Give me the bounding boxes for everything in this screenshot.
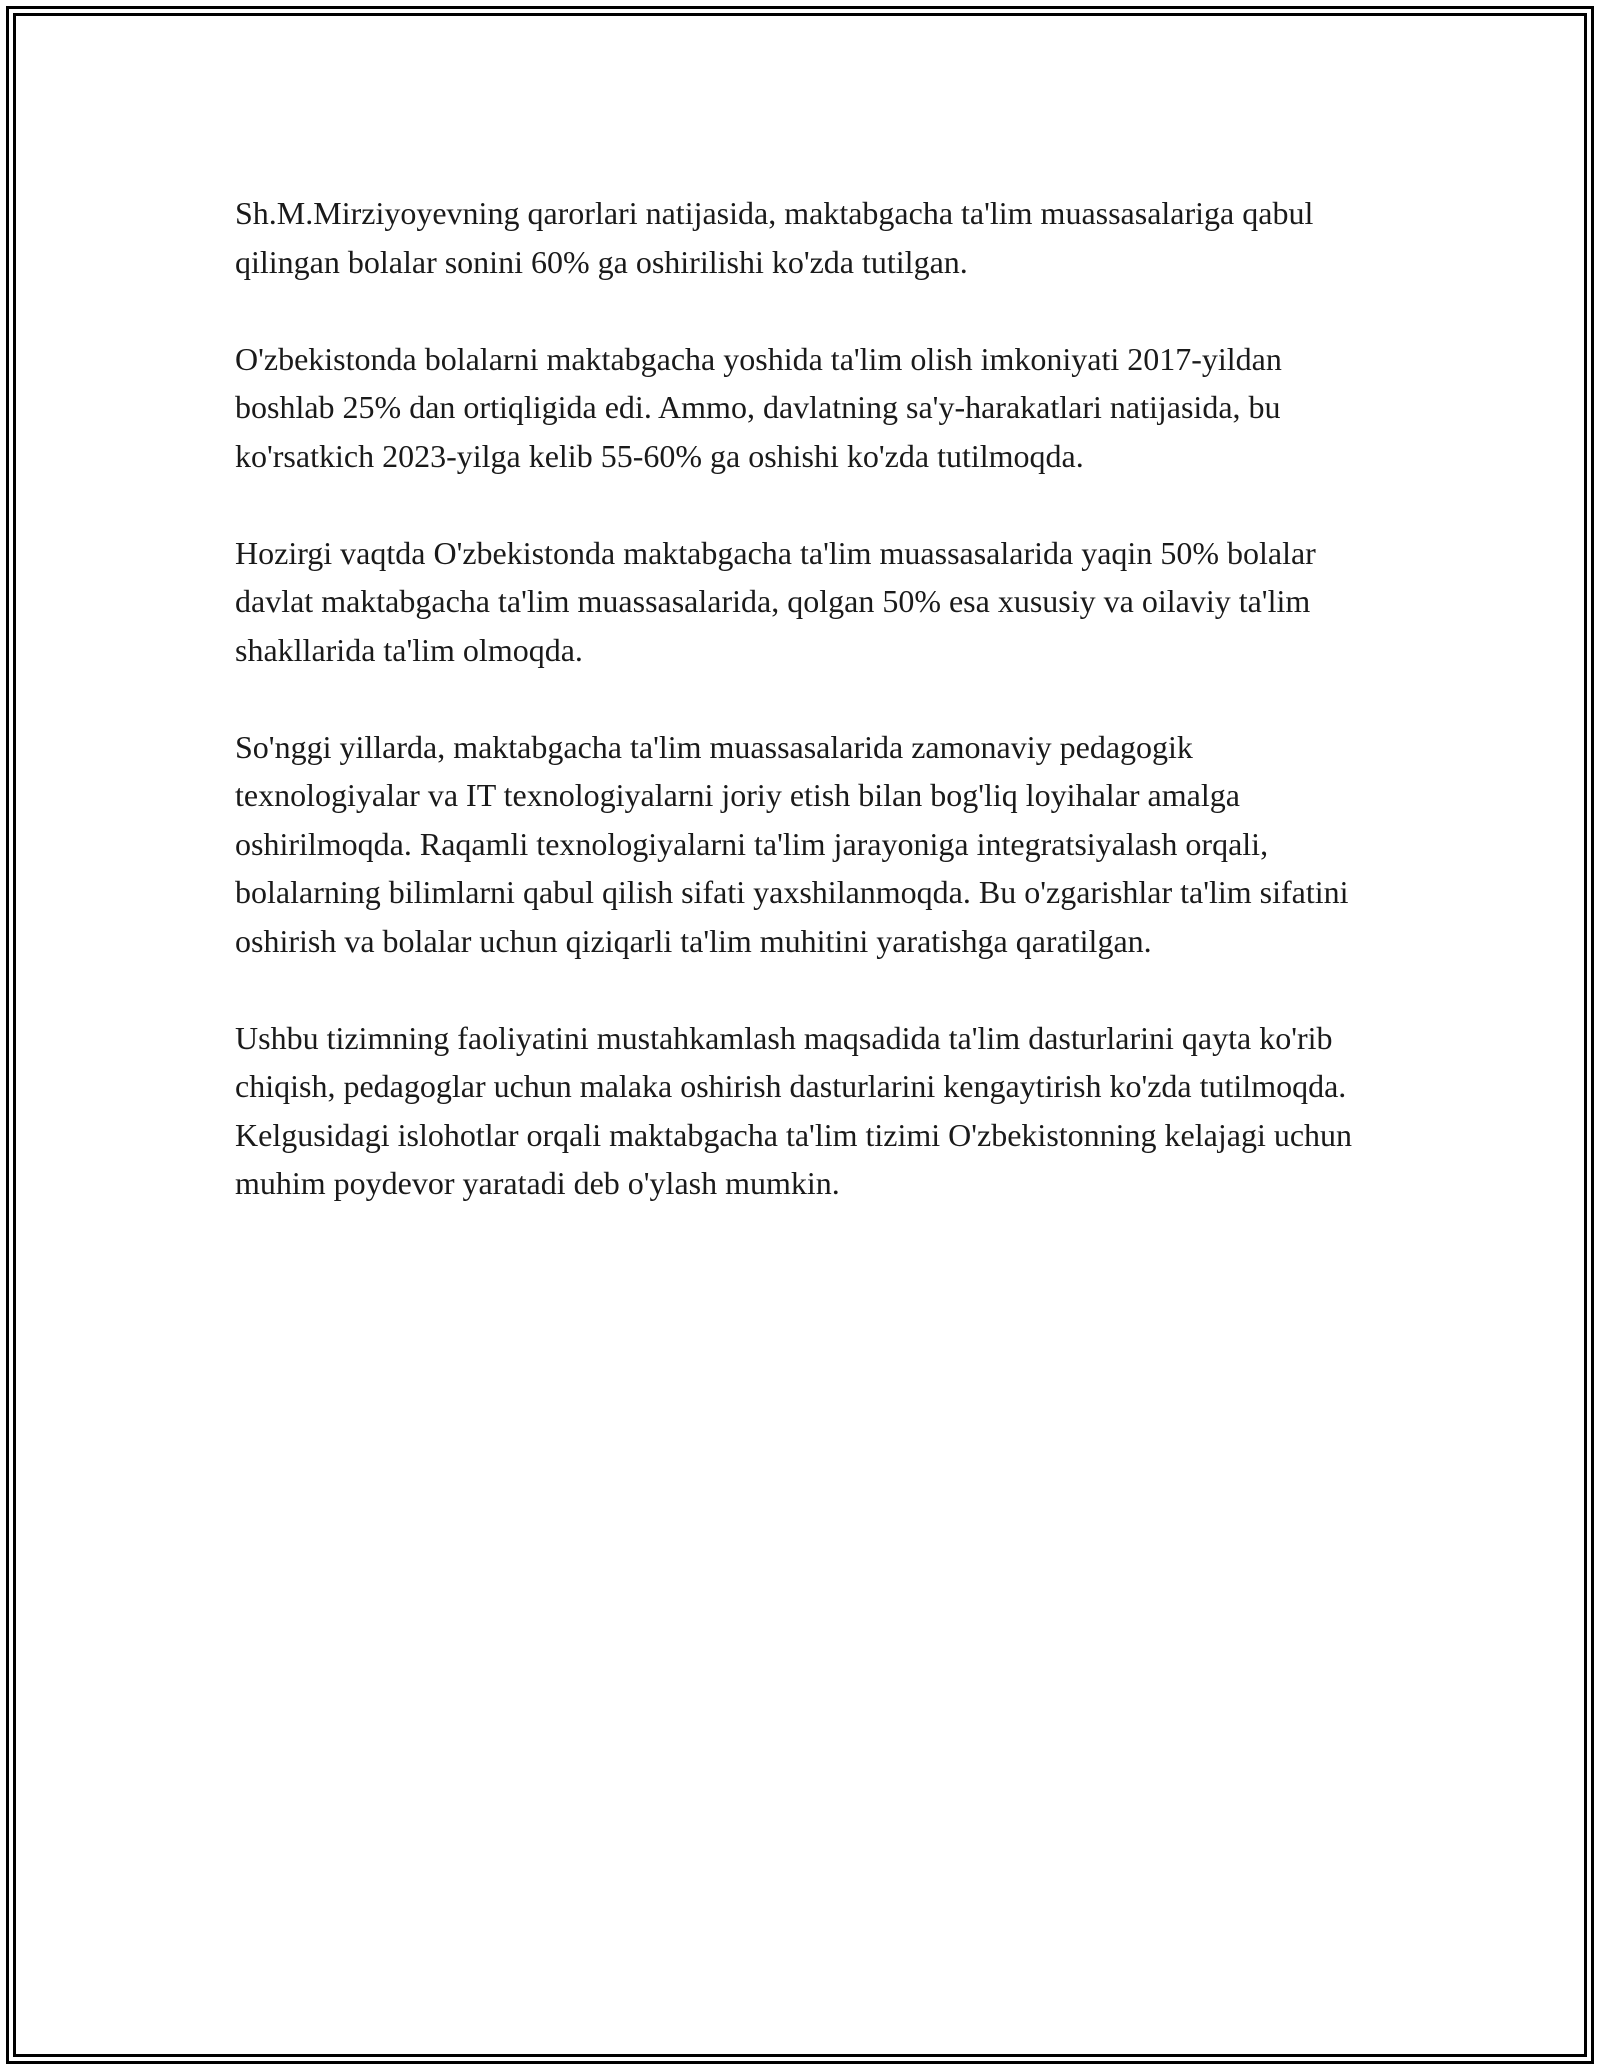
paragraph-1: Sh.M.Mirziyoyevning qarorlari natijasida, maktabgacha ta'lim muassasalariga qabul qilingan bolalar sonini 60% ga oshirilishi ko'zda tutilgan.	[235, 195, 1314, 280]
document-body	[235, 189, 1375, 1256]
paragraph-5: Ushbu tizimning faoliyatini mustahkamlash maqsadida ta'lim dasturlarini qayta ko'rib chiqish, pedagoglar uchun malaka oshirish dasturlarini kengaytirish ko'zda tutilmoqda. Kelgusidagi islohotlar orqali maktabgacha ta'lim tizimi O'zbekistonning kelajagi uchun muhim poydevor yaratadi deb o'ylash mumkin.	[235, 1019, 1353, 1201]
paragraph-2: O'zbekistonda bolalarni maktabgacha yoshida ta'lim olish imkoniyati 2017-yildan boshlab 25% dan ortiqligida edi. Ammo, davlatning sa'y-harakatlari natijasida, bu ko'rsatkich 2023-yilga kelib 55-60% ga oshishi ko'zda tutilmoqda.	[235, 340, 1282, 474]
paragraph-3: Hozirgi vaqtda O'zbekistonda maktabgacha ta'lim muassasalarida yaqin 50% bolalar davlat maktabgacha ta'lim muassasalarida, qolgan 50% esa xususiy va oilaviy ta'lim shakllarida ta'lim olmoqda.	[235, 534, 1316, 668]
paragraph-4: So'nggi yillarda, maktabgacha ta'lim muassasalarida zamonaviy pedagogik texnologiyalar va IT texnologiyalarni joriy etish bilan bog'liq loyihalar amalga oshirilmoqda. Raqamli texnologiyalarni ta'lim jarayoniga integratsiyalash orqali, bolalarning bilimlarni qabul qilish sifati yaxshilanmoqda. Bu o'zgarishlar ta'lim sifatini oshirish va bolalar uchun qiziqarli ta'lim muhitini yaratishga qaratilgan.	[235, 728, 1349, 959]
